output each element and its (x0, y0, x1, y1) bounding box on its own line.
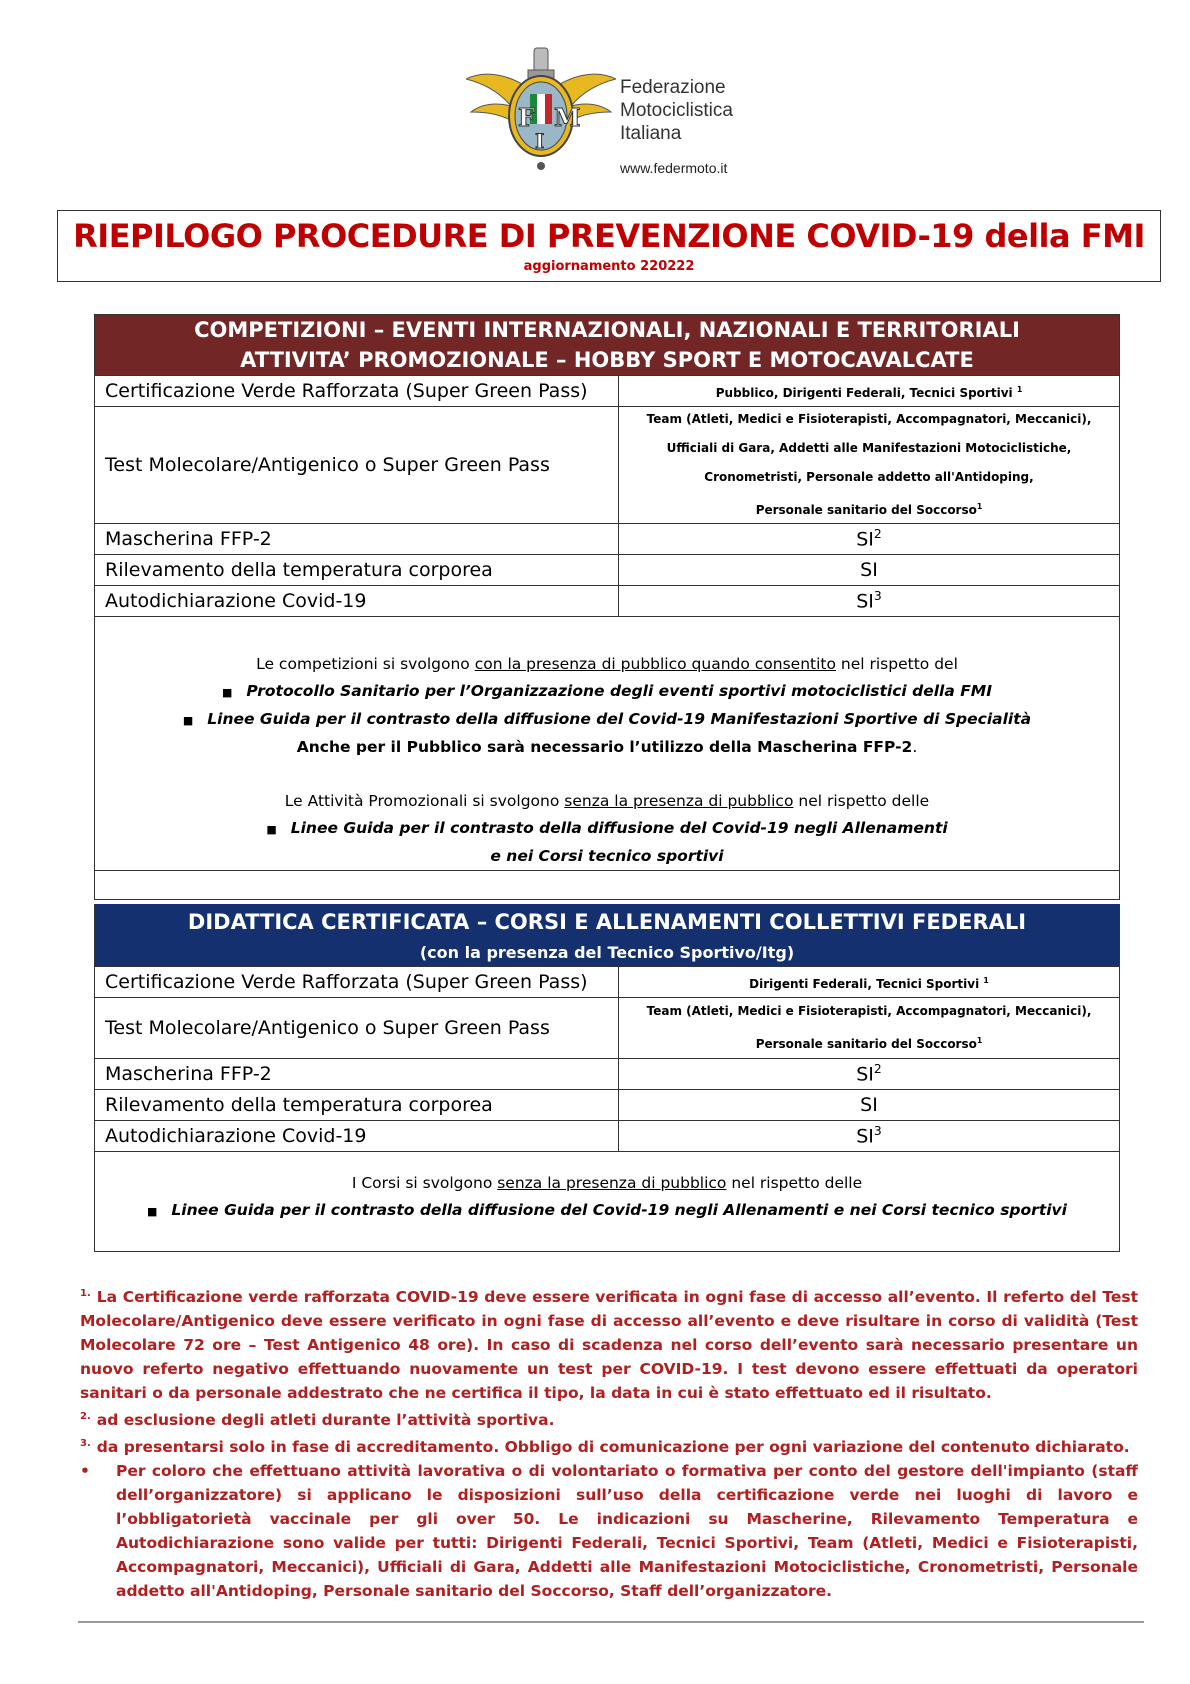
notes-text: . (912, 738, 918, 756)
row-value (619, 967, 1119, 997)
row-value (619, 376, 1119, 406)
section-heading-line: (con la presenza del Tecnico Sportivo/Itg) (419, 943, 795, 962)
notes-underlined: senza la presenza di pubblico (564, 792, 794, 810)
bullet-icon: ■ (221, 686, 233, 699)
row-value-line: Ufficiali di Gara, Addetti alle Manifestazioni Motociclistiche, (666, 441, 1072, 455)
row-value (619, 998, 1119, 1058)
page-subtitle: aggiornamento 220222 (523, 259, 695, 274)
footnote-ref: 1 (1016, 384, 1023, 394)
org-name-line: Federazione (620, 77, 726, 98)
fmi-logo-emblem (466, 44, 616, 174)
row-label: Autodichiarazione Covid-19 (95, 1121, 619, 1151)
notes-bullet-text: Linee Guida per il contrasto della diffusione del Covid-19 negli Allenamenti e nei Corsi tecnico sportivi (171, 1201, 1067, 1219)
document-header (0, 0, 1190, 190)
row-value (619, 1121, 1119, 1151)
footer-divider (78, 1621, 1144, 1623)
footnotes (80, 1282, 1138, 1603)
row-value-line: Team (Atleti, Medici e Fisioterapisti, Accompagnatori, Meccanici), (646, 1004, 1092, 1018)
bullet-icon: ■ (182, 714, 194, 727)
footnote-mark: 3. (80, 1438, 91, 1450)
table-row (95, 1058, 1119, 1089)
row-value-line: Team (Atleti, Medici e Fisioterapisti, Accompagnatori, Meccanici), (646, 412, 1092, 426)
svg-text:F: F (518, 103, 536, 132)
row-value (619, 1059, 1119, 1089)
section-competitions (94, 314, 1120, 900)
row-label: Certificazione Verde Rafforzata (Super Green Pass) (95, 376, 619, 406)
footnote-1 (80, 1282, 1138, 1405)
row-label: Test Molecolare/Antigenico o Super Green Pass (95, 998, 619, 1058)
table-row (95, 1120, 1119, 1151)
footnote-bullet (80, 1459, 1138, 1603)
section-notes (95, 616, 1119, 870)
notes-bullet-text: Linee Guida per il contrasto della diffusione del Covid-19 Manifestazioni Sportive di Specialità (207, 710, 1032, 728)
footnote-mark: 2. (80, 1411, 91, 1423)
row-value-text: Dirigenti Federali, Tecnici Sportivi (749, 976, 984, 991)
org-name-line: Motociclistica (620, 100, 733, 121)
table-row (95, 523, 1119, 554)
notes-bullet-text: Protocollo Sanitario per l’Organizzazione degli eventi sportivi motociclistici della FMI (246, 682, 993, 700)
notes-bullet-text: Linee Guida per il contrasto della diffusione del Covid-19 negli Allenamenti (290, 819, 948, 837)
bullet-icon: ■ (266, 823, 277, 836)
table-row (95, 406, 1119, 523)
row-value (619, 407, 1119, 523)
notes-text: nel rispetto del (835, 655, 958, 673)
notes-text: nel rispetto delle (793, 792, 930, 810)
footnote-text: Per coloro che effettuano attività lavorativa o di volontariato o formativa per conto del gestore dell'impianto (staff dell’organizzatore) si applicano le disposizioni sull’uso della certificazione verde nei luoghi di lavoro e l’obbligatorietà vaccinale per gli over 50. Le indicazioni su Mascherine, Rilevamento Temperatura e Autodichiarazione sono valide per tutti: Dirigenti Federali, Tecnici Sportivi, Team (Atleti, Medici e Fisioterapisti, Accompagnatori, Meccanici), Ufficiali di Gara, Addetti alle Manifestazioni Motociclistiche, Cronometristi, Personale addetto all'Antidoping, Personale sanitario del Soccorso, Staff dell’organizzatore. (116, 1462, 1138, 1601)
footnote-mark: 1. (80, 1288, 91, 1299)
notes-text: I Corsi si svolgono (351, 1174, 498, 1192)
row-label: Rilevamento della temperatura corporea (95, 555, 619, 585)
footnote-text: ad esclusione degli atleti durante l’attività sportiva. (96, 1411, 555, 1430)
row-value (619, 586, 1119, 616)
footnote-text: La Certificazione verde rafforzata COVID-19 deve essere verificata in ogni fase di accesso all’evento. Il referto del Test Molecolare/Antigenico deve essere verificato in ogni fase di accesso all’evento e deve risultare in corso di validità (Test Molecolare 72 ore – Test Antigenico 48 ore). In caso di scadenza nel corso dell’evento sarà necessario presentare un nuovo referto negativo effettuando nuovamente un test per COVID-19. I test devono essere effettuati da operatori sanitari o da personale addestrato che ne certifica il tipo, la data in cui è stato effettuato ed il risultato. (80, 1288, 1138, 1403)
table-row (95, 554, 1119, 585)
bullet-icon: ■ (147, 1205, 158, 1218)
table-row (95, 966, 1119, 997)
footnote-ref: 2 (873, 527, 882, 542)
row-label: Mascherina FFP-2 (95, 1059, 619, 1089)
spacer-row (95, 870, 1119, 899)
footnote-3 (80, 1432, 1138, 1459)
org-name-line: Italiana (620, 123, 682, 144)
row-value-line: Personale sanitario del Soccorso (755, 503, 977, 517)
row-value-line: Personale sanitario del Soccorso (755, 1037, 977, 1051)
row-value-text: SI (856, 1063, 874, 1086)
section-heading-line: COMPETIZIONI – EVENTI INTERNAZIONALI, NAZIONALI E TERRITORIALI (194, 318, 1020, 342)
row-label: Certificazione Verde Rafforzata (Super Green Pass) (95, 967, 619, 997)
section-heading (95, 315, 1119, 375)
title-box (57, 210, 1161, 282)
page-title: RIEPILOGO PROCEDURE DI PREVENZIONE COVID-19 della FMI (73, 217, 1145, 255)
svg-text:M: M (554, 103, 581, 132)
row-label: Mascherina FFP-2 (95, 524, 619, 554)
notes-underlined: con la presenza di pubblico quando consentito (474, 655, 836, 673)
row-label: Autodichiarazione Covid-19 (95, 586, 619, 616)
footnote-ref: 1 (976, 502, 983, 511)
org-website-link[interactable]: www.federmoto.it (620, 160, 728, 176)
table-row (95, 997, 1119, 1058)
section-didactics (94, 904, 1120, 1252)
row-value-text: SI (860, 559, 878, 581)
svg-text:I: I (535, 129, 545, 153)
notes-text: Le Attività Promozionali si svolgono (284, 792, 565, 810)
notes-bold-text: Anche per il Pubblico sarà necessario l’utilizzo della Mascherina FFP-2 (296, 738, 913, 756)
table-row (95, 1089, 1119, 1120)
footnote-ref: 1 (976, 1036, 983, 1045)
footnote-ref: 3 (873, 589, 882, 604)
row-label: Rilevamento della temperatura corporea (95, 1090, 619, 1120)
footnote-text: da presentarsi solo in fase di accreditamento. Obbligo di comunicazione per ogni variazione del contenuto dichiarato. (96, 1438, 1130, 1457)
footnote-ref: 2 (873, 1062, 882, 1077)
bullet-icon: • (80, 1462, 90, 1481)
table-row (95, 375, 1119, 406)
row-value-text: SI (856, 528, 874, 551)
footnote-2 (80, 1405, 1138, 1432)
notes-text: Le competizioni si svolgono (256, 655, 475, 673)
section-heading (95, 904, 1119, 966)
row-value (619, 1090, 1119, 1120)
footnote-ref: 3 (873, 1124, 882, 1139)
footnote-ref: 1 (983, 975, 989, 985)
row-value-text: Pubblico, Dirigenti Federali, Tecnici Sportivi (715, 385, 1017, 400)
notes-bullet-text: e nei Corsi tecnico sportivi (490, 847, 724, 865)
section-notes (95, 1151, 1119, 1251)
row-value-text: SI (856, 1125, 874, 1148)
row-value (619, 555, 1119, 585)
row-label: Test Molecolare/Antigenico o Super Green Pass (95, 407, 619, 523)
row-value-text: SI (860, 1094, 878, 1116)
row-value-line: Cronometristi, Personale addetto all'Antidoping, (704, 470, 1034, 484)
section-heading-line: DIDATTICA CERTIFICATA – CORSI E ALLENAMENTI COLLETTIVI FEDERALI (187, 910, 1027, 934)
organization-name (620, 76, 733, 145)
row-value-text: SI (856, 590, 874, 613)
notes-text: nel rispetto delle (726, 1174, 863, 1192)
section-heading-line: ATTIVITA’ PROMOZIONALE – HOBBY SPORT E MOTOCAVALCATE (240, 348, 974, 372)
row-value (619, 524, 1119, 554)
notes-underlined: senza la presenza di pubblico (497, 1174, 727, 1192)
table-row (95, 585, 1119, 616)
